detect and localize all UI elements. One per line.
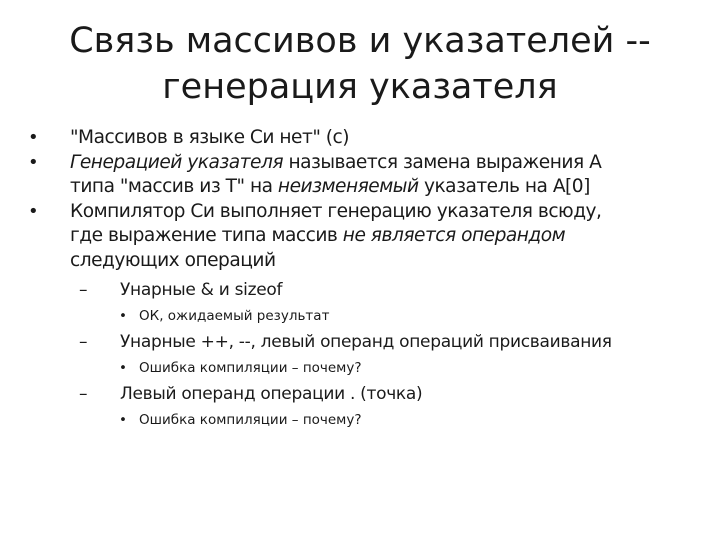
dash-icon: – [79, 384, 88, 404]
title-line-2: генерация указателя [162, 67, 558, 107]
bullet-item-1 [22, 126, 702, 151]
bullet-text: типа "массив из T" на [70, 176, 278, 197]
italic-term: не является операндом [342, 225, 566, 246]
bullet-item-3 [22, 200, 702, 274]
bullet-text: "Массивов в языке Си нет" (с) [70, 127, 350, 148]
bullet-text: Компилятор Си выполняет генерацию указателя всюду, [70, 200, 602, 222]
italic-term: неизменяемый [277, 176, 419, 197]
note-text: Ошибка компиляции – почему? [139, 412, 362, 428]
slide-body [22, 126, 702, 429]
dash-icon: – [79, 280, 88, 300]
bullet-icon: • [119, 360, 127, 376]
sub-item-2 [22, 331, 702, 353]
bullet-icon: • [119, 308, 127, 324]
slide-title [0, 18, 720, 110]
sub-item-text: Унарные & и sizeof [120, 280, 283, 300]
title-line-1: Связь массивов и указателей -- [69, 21, 651, 61]
sub-sub-item-3 [22, 411, 702, 429]
note-text: ОК, ожидаемый результат [139, 308, 330, 324]
note-text: Ошибка компиляции – почему? [139, 360, 362, 376]
sub-sub-item-1 [22, 307, 702, 325]
bullet-text: называется замена выражения A [283, 151, 602, 173]
sub-item-1 [22, 279, 702, 301]
bullet-icon: • [28, 127, 39, 148]
bullet-text: следующих операций [70, 249, 276, 271]
dash-icon: – [79, 332, 88, 352]
bullet-icon: • [28, 151, 39, 173]
sub-item-text: Унарные ++, --, левый операнд операций присваивания [120, 332, 612, 352]
sub-sub-item-2 [22, 359, 702, 377]
italic-term: Генерацией указателя [70, 151, 284, 173]
sub-item-text: Левый операнд операции . (точка) [120, 384, 423, 404]
bullet-icon: • [119, 412, 127, 428]
bullet-text: указатель на A[0] [418, 176, 590, 197]
bullet-text: где выражение типа массив [70, 225, 343, 246]
bullet-item-2 [22, 151, 702, 200]
bullet-icon: • [28, 200, 39, 222]
sub-item-3 [22, 383, 702, 405]
